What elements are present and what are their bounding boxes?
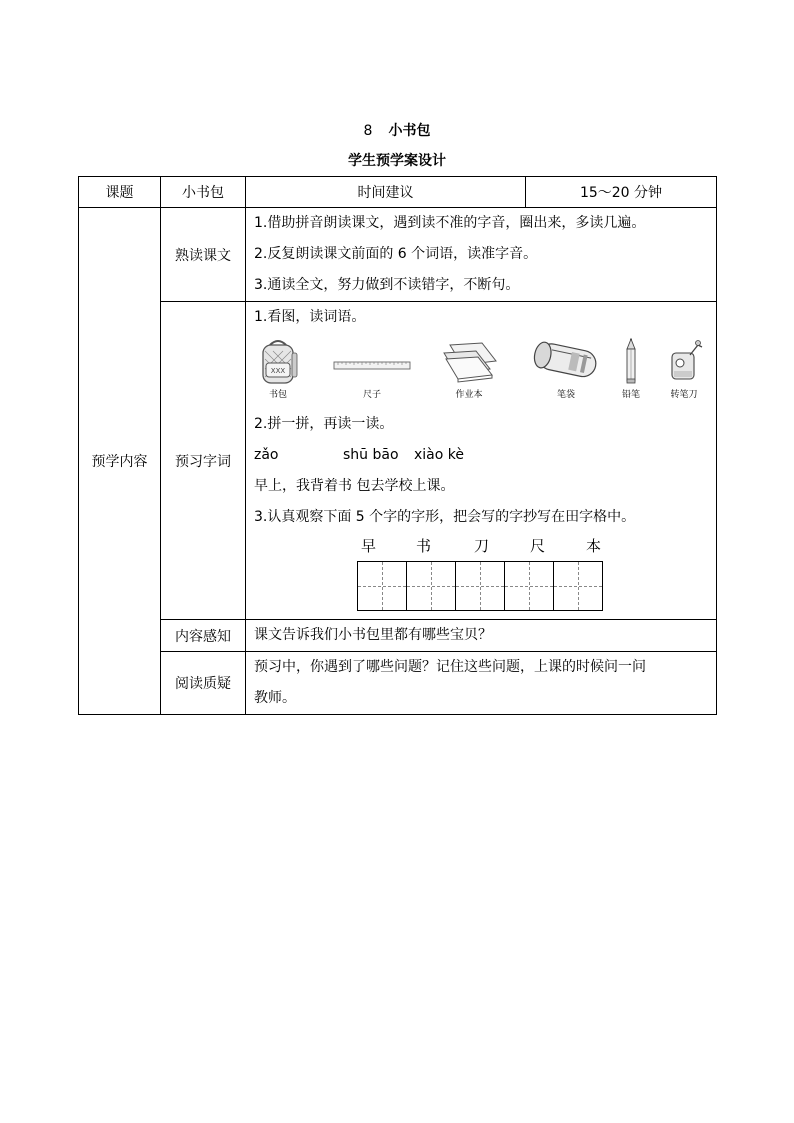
tian-grid-cell[interactable] [553,561,603,611]
backpack-icon [256,337,300,385]
tian-grid-cell[interactable] [455,561,505,611]
tian-grid-cell[interactable] [504,561,554,611]
picture-strip [246,333,716,409]
pinyin-line [246,440,716,471]
character: 刀 [474,537,490,555]
svg-text:XXX: XXX [270,367,286,375]
topic-value: 小书包 [161,177,246,208]
questions-row [79,652,717,715]
time-label: 时间建议 [246,177,526,208]
character: 尺 [530,537,546,555]
words-item-2: 2.拼一拼，再读一读。 [254,416,394,432]
questions-line: 预习中，你遇到了哪些问题？记住这些问题，上课的时候问一问 [254,659,646,675]
worksheet-subtitle: 学生预学案设计 [348,153,446,169]
pinyin-shubao: shū bāo [343,447,399,463]
ruler-icon [332,349,412,385]
picture-caption: 书包 [268,390,287,400]
questions-label: 阅读质疑 [161,652,246,715]
character: 早 [361,537,377,555]
header-row [79,177,717,208]
topic-label: 课题 [79,177,161,208]
pinyin-xiaoke: xiào kè [414,447,464,463]
picture-caption: 笔袋 [556,390,575,400]
words-content [246,302,717,620]
section-label: 预学内容 [79,208,161,715]
notebook-picture [436,337,502,400]
words-label: 预习字词 [161,302,246,620]
worksheet-table [78,176,717,715]
tian-grid-cell[interactable] [406,561,456,611]
questions-line: 教师。 [254,690,296,706]
reading-item: 2.反复朗读课文前面的 6 个词语，读准字音。 [254,246,538,262]
pencil-sharpener-icon [664,337,704,385]
comprehension-label: 内容感知 [161,620,246,652]
pencil-picture [614,337,648,400]
reading-item: 1.借助拼音朗读课文，遇到读不准的字音，圈出来，多读几遍。 [254,215,646,231]
character: 本 [586,537,602,555]
copy-characters [246,533,716,559]
tian-grid-cell[interactable] [357,561,407,611]
words-row [79,302,717,620]
reading-label: 熟读课文 [161,208,246,302]
character: 书 [416,537,432,555]
pencil-case-icon [530,337,602,385]
picture-caption: 尺子 [362,390,381,400]
pencil-case-picture [528,337,604,400]
words-item-3: 3.认真观察下面 5 个字的字形，把会写的字抄写在田字格中。 [254,509,636,525]
lesson-title [0,120,794,140]
comprehension-row [79,620,717,652]
picture-caption: 铅笔 [621,390,640,400]
reading-content [246,208,717,302]
picture-caption: 作业本 [455,390,483,400]
comprehension-text: 课文告诉我们小书包里都有哪些宝贝？ [254,627,492,643]
ruler-picture [330,349,414,400]
pinyin-sentence: 早上，我背着书 包去学校上课。 [254,478,455,494]
time-value: 15～20 分钟 [526,177,717,208]
lesson-name: 小书包 [388,123,431,139]
backpack-picture [254,337,302,400]
comprehension-content [246,620,717,652]
pinyin-zao: zǎo [254,447,279,463]
questions-content [246,652,717,715]
pencil-icon [623,337,639,385]
pencil-sharpener-picture [662,337,706,400]
lesson-number: 8 [363,123,373,139]
tian-grid [357,561,716,611]
words-item-1: 1.看图，读词语。 [254,309,366,325]
picture-caption: 转笔刀 [670,390,698,400]
reading-item: 3.通读全文，努力做到不读错字，不断句。 [254,277,520,293]
reading-row [79,208,717,302]
notebook-icon [438,337,500,385]
